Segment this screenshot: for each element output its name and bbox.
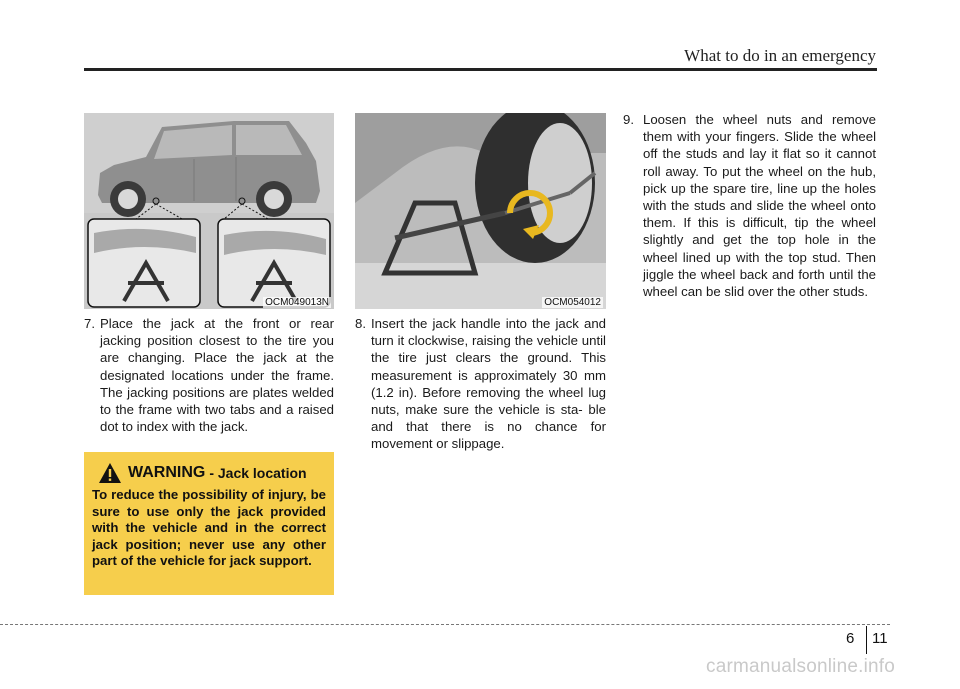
page-number: 11 — [872, 630, 888, 647]
watermark: carmanualsonline.info — [706, 656, 896, 677]
step-number: 9. — [623, 112, 634, 127]
figure-jack-handle — [355, 113, 606, 309]
figure-code: OCM054012 — [544, 297, 601, 308]
section-title: What to do in an emergency — [684, 46, 876, 65]
step-text: Place the jack at the front or rear jacking position closest to the tire you are changing. Place the jack at the designated locations under the frame. The jacking positions are plates welded to the frame with two tabs and a raised dot to index with the jack. — [100, 316, 334, 435]
header-rule — [84, 68, 877, 71]
step-9 — [623, 111, 876, 300]
warning-subtitle: - Jack location — [209, 465, 307, 481]
warning-header — [98, 462, 326, 484]
figure-jack-positions — [84, 113, 334, 309]
step-text: Loosen the wheel nuts and remove them with your fingers. Slide the wheel off the studs and lay it flat so it cannot roll away. To put the wheel on the hub, pick up the spare tire, line up the holes with the studs and slide the wheel onto them. If this is difficult, tip the wheel slightly and get the top hole in the wheel lined up with the top stud. Then jiggle the wheel back and forth until the wheel can be slid over the other studs. — [643, 112, 876, 300]
warning-label: WARNING — [128, 464, 206, 481]
jack-handle-illustration — [355, 113, 606, 309]
page-number-separator — [866, 626, 867, 654]
warning-box — [84, 452, 334, 595]
footer-rule — [0, 624, 890, 625]
step-text: Insert the jack handle into the jack and turn it clockwise, raising the vehicle until the tire just clears the ground. This measurement is approximately 30 mm (1.2 in). Before removing the wheel lug nuts, make sure the vehicle is sta- ble and that there is no chance for movement or slippage. — [371, 316, 606, 452]
warning-text: To reduce the possibility of injury, be sure to use only the jack provided with the vehicle and in the correct jack position; never use any other part of the vehicle for jack support. — [92, 487, 326, 569]
warning-triangle-icon — [98, 462, 122, 484]
step-8 — [355, 315, 606, 453]
vehicle-jack-positions-illustration — [84, 113, 334, 309]
step-number: 7. — [84, 316, 95, 331]
chapter-number: 6 — [846, 630, 855, 647]
step-7 — [84, 315, 334, 435]
step-number: 8. — [355, 316, 366, 331]
figure-code: OCM049013N — [265, 297, 329, 308]
